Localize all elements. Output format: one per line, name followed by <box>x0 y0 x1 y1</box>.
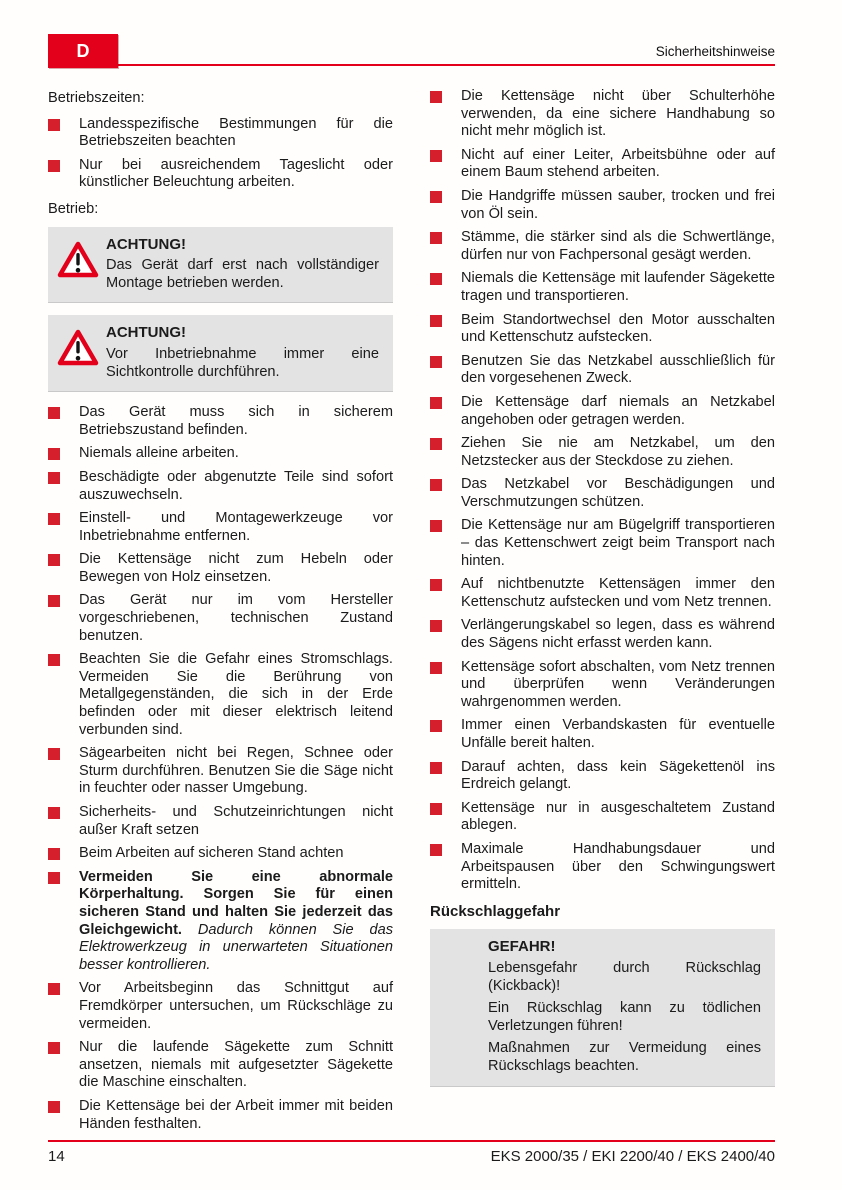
country-code-badge: D <box>48 34 118 68</box>
bullet-square-icon <box>48 983 60 995</box>
list-item-text: Beim Arbeiten auf sicheren Stand achten <box>79 845 344 862</box>
list-item <box>430 517 775 570</box>
list-item-text: Ziehen Sie nie am Netzkabel, um den Netzstecker aus der Steckdose zu ziehen. <box>461 435 775 469</box>
warning-box-content <box>488 938 761 1075</box>
list-item <box>430 759 775 794</box>
bullet-square-icon <box>430 191 442 203</box>
bullet-list <box>48 404 393 1133</box>
list-item <box>48 157 393 192</box>
list-item <box>48 592 393 645</box>
list-item <box>48 845 393 863</box>
page-number: 14 <box>48 1148 65 1165</box>
text-column <box>430 88 775 1142</box>
content-columns <box>48 88 775 1142</box>
bullet-square-icon <box>430 315 442 327</box>
bullet-square-icon <box>430 762 442 774</box>
bullet-square-icon <box>430 844 442 856</box>
warning-box <box>430 929 775 1085</box>
list-item-text: Nur bei ausreichendem Tageslicht oder künstlicher Beleuchtung arbeiten. <box>79 156 393 191</box>
list-item <box>430 353 775 388</box>
list-item <box>430 576 775 611</box>
list-item <box>430 617 775 652</box>
list-item-text: Die Kettensäge darf niemals an Netzkabel angehoben oder getragen werden. <box>461 393 775 428</box>
warning-text: Maßnahmen zur Vermeidung eines Rückschlags beachten. <box>488 1040 761 1074</box>
warning-text: Vor Inbetriebnahme immer eine Sichtkontrolle durchführen. <box>106 345 379 380</box>
bullet-square-icon <box>48 160 60 172</box>
text-column <box>48 88 393 1142</box>
bullet-list <box>430 88 775 894</box>
list-item-text: Niemals alleine arbeiten. <box>79 445 239 462</box>
paragraph-label: Betriebszeiten: <box>48 90 145 106</box>
list-item-text: Die Kettensäge nur am Bügelgriff transportieren – das Kettenschwert zeigt beim Transport nach hinten. <box>461 517 775 569</box>
warning-box <box>48 227 393 303</box>
bullet-square-icon <box>430 356 442 368</box>
list-item <box>430 229 775 264</box>
bullet-square-icon <box>48 554 60 566</box>
bullet-square-icon <box>48 748 60 760</box>
bullet-square-icon <box>48 1042 60 1054</box>
header-rule <box>48 64 775 66</box>
list-item-text: Vor Arbeitsbeginn das Schnittgut auf Fremdkörper untersuchen, um Rückschläge zu vermeiden. <box>79 980 393 1032</box>
list-item-text-segment: Vermeiden Sie eine abnormale Körperhaltung. Sorgen Sie für einen sicheren Stand und halten Sie jederzeit das Gleichgewicht. <box>79 868 393 938</box>
list-item <box>430 435 775 470</box>
bullet-square-icon <box>48 119 60 131</box>
list-item <box>48 116 393 151</box>
bullet-square-icon <box>430 150 442 162</box>
list-item-text: Kettensäge sofort abschalten, vom Netz trennen und überprüfen wenn Veränderungen wahrgenommen werden. <box>461 658 775 710</box>
warning-text: Lebensgefahr durch Rückschlag (Kickback)! <box>488 959 761 994</box>
section-heading: Rückschlaggefahr <box>430 902 561 920</box>
footer-rule <box>48 1140 775 1142</box>
list-item-text: Beschädigte oder abgenutzte Teile sind sofort auszuwechseln. <box>79 468 393 503</box>
list-item <box>48 980 393 1033</box>
list-item-text: Darauf achten, dass kein Sägekettenöl ins Erdreich gelangt. <box>461 758 775 793</box>
list-item-text: Nicht auf einer Leiter, Arbeitsbühne oder auf einem Baum stehend arbeiten. <box>461 146 775 181</box>
bullet-square-icon <box>430 620 442 632</box>
warning-triangle-icon <box>56 328 100 368</box>
list-item <box>48 469 393 504</box>
bullet-square-icon <box>430 520 442 532</box>
list-item <box>430 476 775 511</box>
bullet-square-icon <box>430 720 442 732</box>
bullet-square-icon <box>48 1101 60 1113</box>
bullet-square-icon <box>430 438 442 450</box>
list-item <box>430 312 775 347</box>
bullet-square-icon <box>430 273 442 285</box>
list-item-text: Beachten Sie die Gefahr eines Stromschlags. Vermeiden Sie die Berührung von Metallgegenständen, die sich in der Erde befinden oder mit dieser elektrisch leitend verbunden sind. <box>79 651 393 738</box>
list-item-text: Einstell- und Montagewerkzeuge vor Inbetriebnahme entfernen. <box>79 510 393 544</box>
bullet-square-icon <box>48 848 60 860</box>
list-item <box>48 745 393 798</box>
bullet-square-icon <box>48 407 60 419</box>
warning-box <box>48 315 393 391</box>
list-item-text: Das Netzkabel vor Beschädigungen und Verschmutzungen schützen. <box>461 476 775 510</box>
bullet-square-icon <box>48 872 60 884</box>
list-item <box>48 1039 393 1092</box>
bullet-square-icon <box>48 654 60 666</box>
bullet-list <box>48 116 393 192</box>
warning-box-content <box>106 236 379 293</box>
list-item <box>430 841 775 894</box>
list-item <box>48 551 393 586</box>
list-item <box>430 270 775 305</box>
list-item-text-segment: Dadurch können Sie das Elektrowerkzeug in unerwarteten Situationen besser kontrollieren. <box>79 921 393 973</box>
bullet-square-icon <box>48 472 60 484</box>
bullet-square-icon <box>48 807 60 819</box>
list-item-text: Landesspezifische Bestimmungen für die Betriebszeiten beachten <box>79 115 393 150</box>
bullet-square-icon <box>48 595 60 607</box>
list-item <box>430 88 775 141</box>
list-item-text: Nur die laufende Sägekette zum Schnitt ansetzen, niemals mit aufgesetzter Sägekette die Maschine einschalten. <box>79 1039 393 1091</box>
list-item-text: Benutzen Sie das Netzkabel ausschließlich für den vorgesehenen Zweck. <box>461 352 775 387</box>
bullet-square-icon <box>48 513 60 525</box>
list-item <box>48 869 393 975</box>
list-item <box>430 717 775 752</box>
list-item-text: Verlängerungskabel so legen, dass es während des Sägens nicht erfasst werden kann. <box>461 617 775 652</box>
list-item-text <box>79 869 393 975</box>
list-item-text: Stämme, die stärker sind als die Schwertlänge, dürfen nur von Fachpersonal gesägt werden. <box>461 229 775 263</box>
warning-box-content <box>106 324 379 381</box>
bullet-square-icon <box>430 479 442 491</box>
warning-text: Ein Rückschlag kann zu tödlichen Verletzungen führen! <box>488 1000 761 1034</box>
bullet-square-icon <box>430 232 442 244</box>
list-item-text: Das Gerät muss sich in sicherem Betriebszustand befinden. <box>79 404 393 438</box>
list-item <box>48 510 393 545</box>
list-item-text: Sicherheits- und Schutzeinrichtungen nicht außer Kraft setzen <box>79 804 393 838</box>
list-item-text: Das Gerät nur im vom Hersteller vorgeschriebenen, technischen Zustand benutzen. <box>79 592 393 644</box>
list-item-text: Die Kettensäge nicht zum Hebeln oder Bewegen von Holz einsetzen. <box>79 551 393 585</box>
list-item-text: Kettensäge nur in ausgeschaltetem Zustand ablegen. <box>461 799 775 834</box>
bullet-square-icon <box>430 91 442 103</box>
list-item <box>48 651 393 739</box>
list-item <box>430 394 775 429</box>
bullet-square-icon <box>48 448 60 460</box>
list-item-text: Maximale Handhabungsdauer und Arbeitspausen über den Schwingungswert ermitteln. <box>461 840 775 893</box>
paragraph-label: Betrieb: <box>48 200 99 217</box>
list-item <box>48 804 393 839</box>
bullet-square-icon <box>430 579 442 591</box>
bullet-square-icon <box>430 397 442 409</box>
footer-model-names: EKS 2000/35 / EKI 2200/40 / EKS 2400/40 <box>490 1148 775 1165</box>
bullet-square-icon <box>430 662 442 674</box>
warning-title: ACHTUNG! <box>106 324 186 342</box>
warning-title: ACHTUNG! <box>106 235 186 253</box>
list-item <box>48 1098 393 1133</box>
warning-triangle-icon <box>56 240 100 280</box>
list-item-text: Immer einen Verbandskasten für eventuelle Unfälle bereit halten. <box>461 717 775 751</box>
warning-text: Das Gerät darf erst nach vollständiger Montage betrieben werden. <box>106 257 379 291</box>
page-header-title: Sicherheitshinweise <box>655 44 775 59</box>
list-item-text: Die Kettensäge bei der Arbeit immer mit beiden Händen festhalten. <box>79 1097 393 1132</box>
list-item-text: Beim Standortwechsel den Motor ausschalten und Kettenschutz aufstecken. <box>461 311 775 346</box>
list-item <box>430 147 775 182</box>
warning-title: GEFAHR! <box>488 938 556 956</box>
list-item-text: Die Handgriffe müssen sauber, trocken und frei von Öl sein. <box>461 187 775 222</box>
list-item-text: Niemals die Kettensäge mit laufender Sägekette tragen und transportieren. <box>461 270 775 304</box>
list-item-text: Sägearbeiten nicht bei Regen, Schnee oder Sturm durchführen. Benutzen Sie die Säge nicht in feuchter oder nasser Umgebung. <box>79 745 393 797</box>
list-item <box>48 445 393 463</box>
list-item <box>48 404 393 439</box>
list-item-text: Die Kettensäge nicht über Schulterhöhe verwenden, da eine sichere Handhabung so nicht mehr möglich ist. <box>461 88 775 140</box>
list-item-text: Auf nichtbenutzte Kettensägen immer den Kettenschutz aufstecken und vom Netz trennen. <box>461 576 775 610</box>
list-item <box>430 188 775 223</box>
list-item <box>430 659 775 712</box>
bullet-square-icon <box>430 803 442 815</box>
list-item <box>430 800 775 835</box>
